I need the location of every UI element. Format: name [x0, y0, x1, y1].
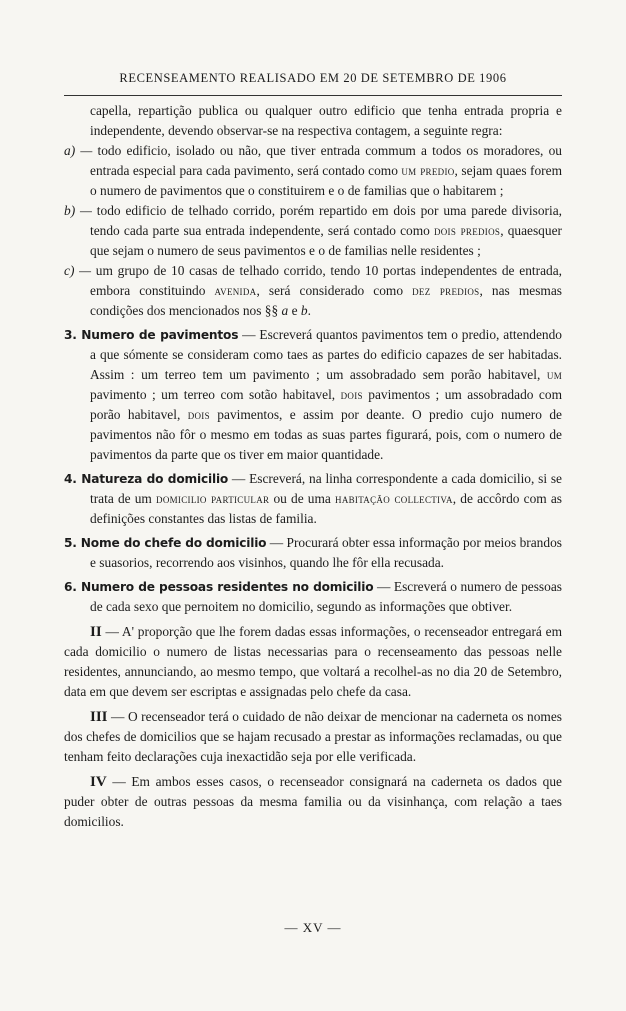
section-iv-label: IV: [90, 774, 107, 790]
item-3-text-4: pavimentos, e assim por deante. O predio cujo numero de pavimentos não fôr o mesmo em todas as suas partes figurará, pois, com o numero de pavimentos da parte que os tiver em maior quantidade.: [90, 407, 562, 462]
rule-b-text-1: todo edificio de telhado corrido, porém repartido em dois por uma parede divisoria, tendo cada parte sua entrada independente, será contado como: [90, 203, 562, 238]
item-3-term-1: um: [546, 367, 562, 382]
item-3-text-3: pavimentos ; um assobradado com porão habitavel,: [90, 387, 562, 422]
item-6-text: — Escreverá o numero de pessoas de cada sexo que pernoitem no domicilio, segundo as informações que obtiver.: [90, 579, 562, 614]
item-3-term-3: dois: [187, 407, 210, 422]
rule-b: [64, 201, 562, 261]
item-4-text-2: ou de uma: [269, 491, 336, 506]
running-header: RECENSEAMENTO REALISADO EM 20 DE SETEMBRO DE 1906: [119, 71, 507, 85]
item-5-label: 5. Nome do chefe do domicilio: [64, 536, 267, 550]
item-5-text: — Procurará obter essa informação por meios brandos e suasorios, recorrendo aos visinhos, quando lhe fôr ella recusada.: [90, 535, 562, 570]
rule-b-term: dois predios: [433, 223, 501, 238]
rule-c-text-3: , nas mesmas condições dos mencionados nos §§: [90, 283, 562, 318]
item-4-term-1: domicilio particular: [156, 491, 270, 506]
rule-c-text-2: , será considerado como: [256, 283, 413, 298]
item-3-text-1: — Escreverá quantos pavimentos tem o predio, attendendo a que sómente se consideram como taes as partes do edificio capazes de ser habitadas. Assim : um terreo tem um pavimento ; um assobradado sem porão habitavel,: [90, 327, 562, 382]
item-3-term-2: dois: [340, 387, 363, 402]
item-4-text-3: , de accôrdo com as definições constantes das listas de familia.: [90, 491, 562, 526]
rule-c-text-1: um grupo de 10 casas de telhado corrido, tendo 10 portas independentes de entrada, embora constituindo: [90, 263, 562, 298]
rule-c-text-5: .: [307, 303, 311, 318]
item-4: [64, 469, 562, 529]
section-iii-label: III: [90, 709, 108, 725]
item-3-label: 3. Numero de pavimentos: [64, 328, 239, 342]
rule-b-text-2: , quaesquer que sejam o numero de seus pavimentos e o de familias nelle residentes ;: [90, 223, 562, 258]
rule-c: [64, 261, 562, 321]
rule-c-ref-b: b: [300, 303, 308, 318]
section-iv: [64, 772, 562, 832]
intro-paragraph: capella, repartição publica ou qualquer outro edificio que tenha entrada propria e independente, devendo observar-se na respectiva contagem, a seguinte regra:: [90, 103, 562, 138]
section-ii-text: — A' proporção que lhe forem dadas essas informações, o recenseador entregará em cada domicilio o numero de listas necessarias para o recenseamento das pessoas nelle residentes, annunciando, ao mesmo tempo, que voltará a recolhel-as no dia 20 de Setembro, data em que devem ser escriptas e assignadas pelo chefe da casa.: [64, 624, 562, 699]
rule-c-ref-a: a: [281, 303, 289, 318]
item-3: [64, 325, 562, 465]
item-6-label: 6. Numero de pessoas residentes no domicilio: [64, 580, 374, 594]
section-iii: [64, 707, 562, 767]
rule-b-marker: b) —: [64, 203, 92, 218]
rule-a-text-2: , sejam quaes forem o numero de pavimentos que o constituirem e o de familias que o habitarem ;: [90, 163, 562, 198]
rule-a-term: um predio: [401, 163, 455, 178]
rule-c-term-1: avenida: [214, 283, 257, 298]
rule-c-text-4: e: [288, 303, 301, 318]
rule-a-marker: a) —: [64, 143, 93, 158]
item-5: [64, 533, 562, 573]
section-ii: [64, 622, 562, 702]
section-ii-label: II: [90, 624, 102, 640]
section-iii-text: — O recenseador terá o cuidado de não deixar de mencionar na caderneta os nomes dos chefes de domicilios que se hajam recusado a prestar as informações reclamadas, ou que tenham feito declarações cuja inexactidão seja por elle verificada.: [64, 709, 562, 764]
item-6: [64, 577, 562, 617]
section-iv-text: — Em ambos esses casos, o recenseador consignará na caderneta os dados que puder obter de outras pessoas da mesma familia ou da visinhança, com relação a taes domicilios.: [64, 774, 562, 829]
item-3-text-2: pavimento ; um terreo com sotão habitavel,: [90, 387, 341, 402]
header-rule: [64, 95, 562, 96]
page-body: [64, 101, 562, 832]
rule-c-marker: c) —: [64, 263, 92, 278]
item-4-label: 4. Natureza do domicilio: [64, 472, 229, 486]
page-number: — XV —: [284, 920, 342, 935]
item-4-term-2: habitação collectiva: [335, 491, 453, 506]
item-4-text-1: — Escreverá, na linha correspondente a cada domicilio, si se trata de um: [90, 471, 562, 506]
rule-c-term-2: dez predios: [412, 283, 480, 298]
rule-a-text-1: todo edificio, isolado ou não, que tiver entrada commum a todos os moradores, ou entrada especial para cada pavimento, será contado como: [90, 143, 562, 178]
rule-a: [64, 141, 562, 201]
